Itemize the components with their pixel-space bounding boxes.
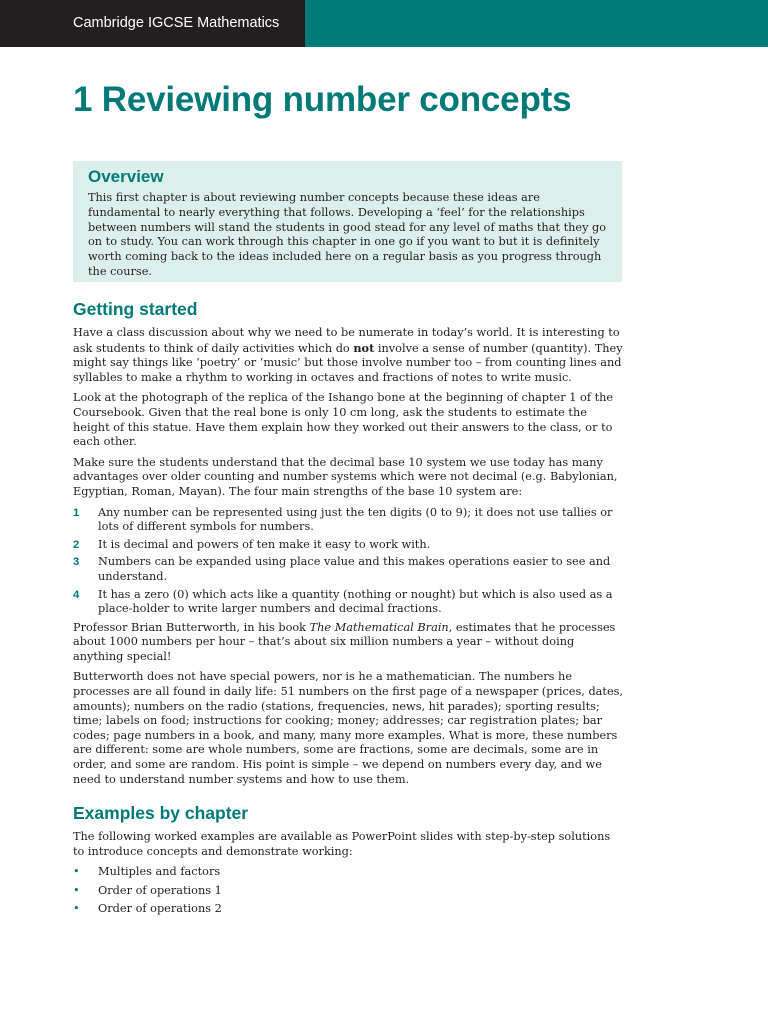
paragraph-text: Have a class discussion about why we need to be numerate in today’s world. It is interesting to ask students to think of daily activities which do — [73, 326, 620, 355]
list-item-text: Numbers can be expanded using place value and this makes operations easier to see and understand. — [98, 555, 611, 583]
list-number: 2 — [73, 538, 80, 551]
list-item — [73, 555, 625, 584]
getting-started-paragraph-4 — [73, 621, 625, 665]
list-number: 3 — [73, 556, 80, 569]
list-item-text: It has a zero (0) which acts like a quantity (nothing or nought) but which is also used as a place-holder to write larger numbers and decimal fractions. — [98, 587, 613, 616]
overview-box — [73, 161, 622, 282]
getting-started-heading: Getting started — [73, 299, 198, 319]
list-item — [73, 884, 625, 899]
getting-started-paragraph-2: Look at the photograph of the replica of the Ishango bone at the beginning of chapter 1 of the Coursebook. Given that the real bone is only 10 cm long, ask the students to estimate the height of this statue. Have them explain how they worked out their answers to the class, or to each other. — [73, 391, 614, 449]
book-title: Cambridge IGCSE Mathematics — [0, 0, 305, 47]
getting-started-paragraph-5: Butterworth does not have special powers, nor is he a mathematician. The numbers he processes are all found in daily life: 51 numbers on the first page of a newspaper (prices, dates, amounts); numbers on the radio (stations, frequencies, news, hit parades); sporting results; time; labels on food; instructions for cooking; money; addresses; car registration plates; bar codes; page numbers in a book, and many, many more examples. What is more, these numbers are different: some are whole numbers, some are fractions, some are decimals, some are in order, and some are random. His point is simple – we depend on numbers every day, and we need to understand number systems and how to use them. — [73, 670, 624, 786]
page-header — [0, 0, 768, 47]
list-item-text: Order of operations 1 — [98, 883, 222, 897]
main-content — [73, 299, 625, 920]
emphasis-not: not — [353, 340, 375, 355]
list-number: 4 — [73, 588, 80, 601]
getting-started-paragraph-1 — [73, 326, 625, 385]
getting-started-paragraph-3: Make sure the students understand that the decimal base 10 system we use today has many advantages over older counting and number systems which were not decimal (e.g. Babylonian, Egyptian, Roman, Mayan). The four main strengths of the base 10 system are: — [73, 455, 618, 498]
list-item-text: It is decimal and powers of ten make it easy to work with. — [98, 537, 431, 551]
examples-intro: The following worked examples are available as PowerPoint slides with step-by-step solutions to introduce concepts and demonstrate working: — [73, 830, 611, 858]
list-number: 1 — [73, 506, 80, 519]
header-accent-bar — [305, 0, 768, 47]
overview-text: This first chapter is about reviewing number concepts because these ideas are fundamental to nearly everything that follows. Developing a ‘feel’ for the relationships between numbers will stand the students in good stead for any level of maths that they go on to study. You can work through this chapter in one go if you want to but it is definitely worth coming back to the ideas included here on a regular basis as you progress through the course. — [88, 191, 607, 278]
list-item-text: Any number can be represented using just the ten digits (0 to 9); it does not use tallies or lots of different symbols for numbers. — [98, 505, 613, 534]
list-item — [73, 506, 625, 535]
list-item — [73, 865, 625, 880]
list-item — [73, 902, 625, 917]
book-title-italic: The Mathematical Brain — [309, 620, 449, 634]
bullet-icon: • — [73, 883, 80, 897]
chapter-title: 1 Reviewing number concepts — [73, 80, 572, 119]
examples-list — [73, 865, 625, 916]
list-item — [73, 538, 625, 553]
bullet-icon: • — [73, 865, 80, 879]
base-10-strengths-list — [73, 506, 625, 617]
paragraph-text: , estimates that he processes about 1000 numbers per hour – that’s about six million numbers a year – without doing anything special! — [73, 620, 616, 663]
overview-heading: Overview — [88, 167, 164, 186]
list-item — [73, 588, 625, 617]
list-item-text: Multiples and factors — [98, 865, 221, 879]
bullet-icon: • — [73, 901, 80, 915]
paragraph-text: involve a sense of number (quantity). They might say things like ‘poetry’ or ‘music’ but those involve number too – from counting lines and syllables to make a rhythm to working in octaves and fractions of notes to write music. — [73, 341, 623, 384]
list-item-text: Order of operations 2 — [98, 901, 222, 915]
paragraph-text: Professor Brian Butterworth, in his book — [73, 620, 310, 634]
examples-heading: Examples by chapter — [73, 803, 249, 824]
